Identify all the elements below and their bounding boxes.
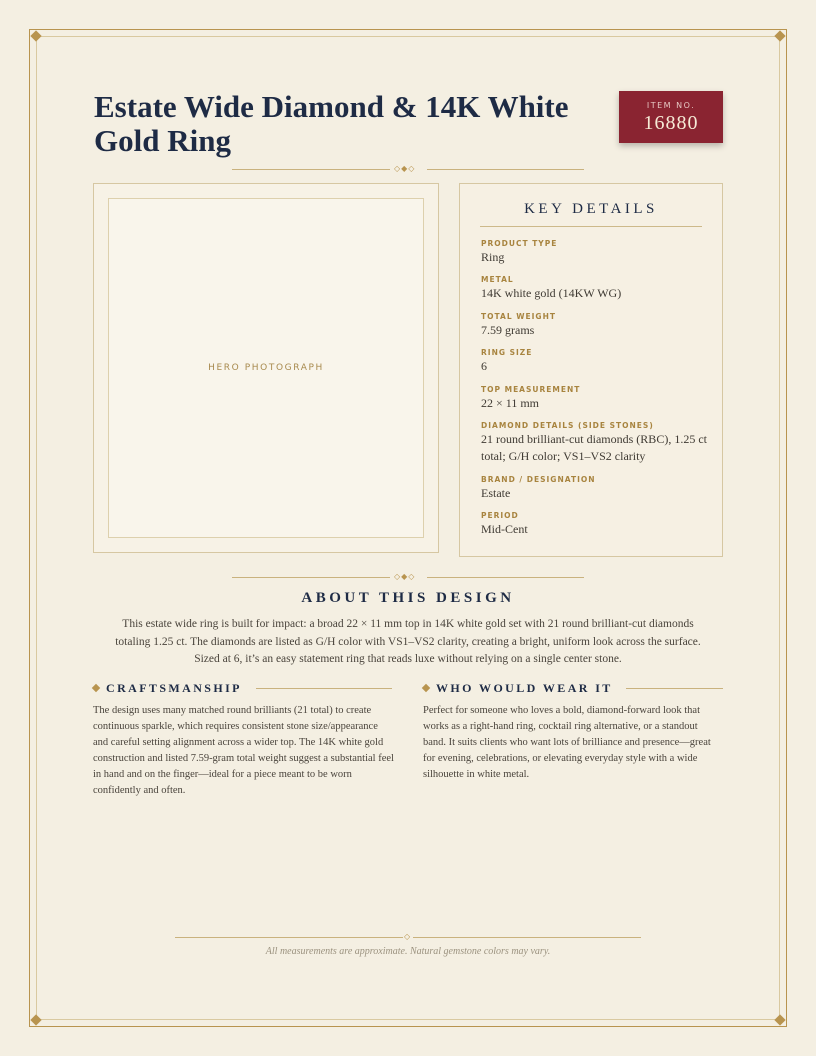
detail-value: 14K white gold (14KW WG) [481,286,622,300]
who-would-wear-rule [626,688,723,689]
about-divider-left [232,577,390,578]
detail-diamond-details [481,420,711,465]
detail-label: METAL [481,275,514,284]
craftsmanship-body: The design uses many matched round brilliants (21 total) to create continuous sparkle, which requires consistent stone size/appearance and careful setting alignment across a wider top. The 14K white gold construction and listed 7.59-gram total weight suggest a substantial feel in hand and on the finger—ideal for a piece meant to be worn confidently and often. [93,705,394,796]
footer-disclaimer: All measurements are approximate. Natural gemstone colors may vary. [265,946,551,957]
footer-divider-left [175,937,403,938]
detail-label: PRODUCT TYPE [481,239,558,248]
detail-value: 21 round brilliant-cut diamonds (RBC), 1.25 ct total; G/H color; VS1–VS2 clarity [481,432,707,463]
craftsmanship-rule [256,688,392,689]
detail-label: RING SIZE [481,348,533,357]
item-number-value: 16880 [643,112,699,134]
detail-label: BRAND / DESIGNATION [481,475,596,484]
title-divider-left [232,169,390,170]
detail-value: 7.59 grams [481,323,535,337]
footer-divider-ornament: ◇ [404,932,412,941]
page-title: Estate Wide Diamond & 14K White Gold Ring [94,89,569,158]
key-details-panel [459,183,723,557]
footer-divider-right [413,937,641,938]
about-divider-right [427,577,584,578]
item-number-label: ITEM NO. [646,101,696,110]
title-divider-right [427,169,584,170]
detail-value: 6 [481,359,487,373]
detail-total-weight [481,311,711,339]
detail-product-type [481,238,711,266]
item-number-badge [619,91,723,143]
detail-label: TOP MEASUREMENT [481,385,581,394]
hero-photo-label: HERO PHOTOGRAPH [208,363,324,373]
detail-metal [481,274,711,302]
craftsmanship-heading: CRAFTSMANSHIP [106,681,242,695]
key-details-heading: KEY DETAILS [480,201,702,227]
detail-top-measurement [481,384,711,412]
detail-label: PERIOD [481,511,519,520]
detail-label: TOTAL WEIGHT [481,312,556,321]
detail-ring-size [481,347,711,375]
about-body: This estate wide ring is built for impact: a broad 22 × 11 mm top in 14K white gold set with 21 round brilliant-cut diamonds totaling 1.25 ct. The diamonds are listed as G/H color with VS1–VS2 clarity, creating a bright, uniform look across the surface. Sized at 6, it’s an easy statement ring that reads luxe without relying on a single center stone. [115,618,701,665]
about-heading: ABOUT THIS DESIGN [301,590,515,606]
detail-value: Ring [481,250,505,264]
about-divider-ornament: ◇◆◇ [394,572,416,581]
detail-value: 22 × 11 mm [481,396,539,410]
hero-photo-placeholder [108,198,424,538]
detail-value: Mid-Cent [481,522,528,536]
who-would-wear-heading: WHO WOULD WEAR IT [436,681,613,695]
detail-brand [481,474,711,502]
detail-value: Estate [481,486,511,500]
detail-label: DIAMOND DETAILS (SIDE STONES) [481,421,654,430]
detail-period [481,510,711,538]
who-would-wear-body: Perfect for someone who loves a bold, diamond-forward look that works as a right-hand ring, cocktail ring alternative, or a standout band. It suits clients who want lots of brilliance and presence—great for evening, celebrations, or elevating everyday style with a wide silhouette in white metal. [423,705,711,780]
title-divider-ornament: ◇◆◇ [394,164,416,173]
